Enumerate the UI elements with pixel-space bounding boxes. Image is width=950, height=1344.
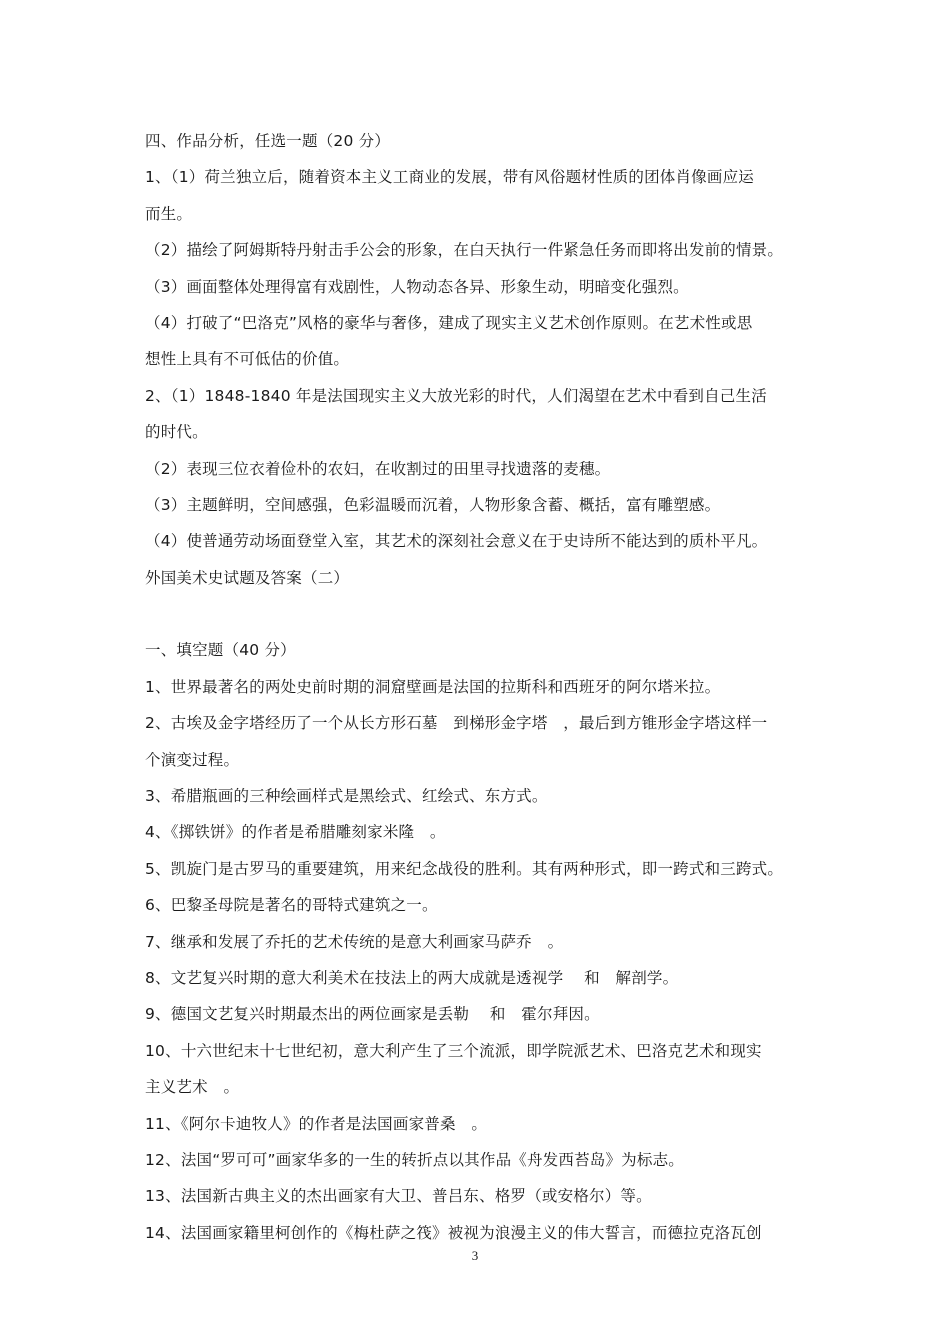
answer-line: 1、（1）荷兰独立后，随着资本主义工商业的发展，带有风俗题材性质的团体肖像画应运 bbox=[145, 168, 754, 187]
page-number: 3 bbox=[471, 1248, 479, 1263]
answer-line: 的时代。 bbox=[145, 423, 208, 442]
answer-line: （2）描绘了阿姆斯特丹射击手公会的形象，在白天执行一件紧急任务而即将出发前的情景。 bbox=[145, 241, 784, 260]
blank-line bbox=[145, 596, 825, 632]
fill-blank-item: 4、《掷铁饼》的作者是希腊雕刻家米隆 。 bbox=[145, 823, 446, 842]
answer-line: （2）表现三位衣着俭朴的农妇，在收割过的田里寻找遗落的麦穗。 bbox=[145, 459, 611, 478]
answer-line: 想性上具有不可低估的价值。 bbox=[145, 350, 350, 369]
fill-blank-item: 12、法国“罗可可”画家华多的一生的转折点以其作品《舟发西苔岛》为标志。 bbox=[145, 1150, 684, 1169]
answer-line: 2、（1）1848-1840 年是法国现实主义大放光彩的时代，人们渴望在艺术中看到自己生活 bbox=[145, 386, 767, 405]
fill-blank-item: 2、古埃及金字塔经历了一个从长方形石墓 到梯形金字塔 ，最后到方锥形金字塔这样一 bbox=[145, 714, 768, 733]
section-heading: 一、填空题（40 分） bbox=[145, 641, 296, 660]
fill-blank-item: 3、希腊瓶画的三种绘画样式是黑绘式、红绘式、东方式。 bbox=[145, 787, 548, 806]
fill-blank-item: 1、世界最著名的两处史前时期的洞窟壁画是法国的拉斯科和西班牙的阿尔塔米拉。 bbox=[145, 677, 721, 696]
answer-line: （3）主题鲜明，空间感强，色彩温暖而沉着，人物形象含蓄、概括，富有雕塑感。 bbox=[145, 495, 721, 514]
fill-blank-item: 个演变过程。 bbox=[145, 750, 240, 769]
answer-line: （4）打破了“巴洛克”风格的豪华与奢侈，建成了现实主义艺术创作原则。在艺术性或思 bbox=[145, 313, 753, 332]
fill-blank-item: 主义艺术 。 bbox=[145, 1078, 240, 1097]
fill-blank-item: 13、法国新古典主义的杰出画家有大卫、普吕东、格罗（或安格尔）等。 bbox=[145, 1187, 652, 1206]
fill-blank-item: 7、继承和发展了乔托的艺术传统的是意大利画家马萨乔 。 bbox=[145, 932, 564, 951]
answer-line: 而生。 bbox=[145, 204, 193, 223]
fill-blank-item: 14、法国画家籍里柯创作的《梅杜萨之筏》被视为浪漫主义的伟大誓言，而德拉克洛瓦创 bbox=[145, 1223, 762, 1242]
fill-blank-item: 11、《阿尔卡迪牧人》的作者是法国画家普桑 。 bbox=[145, 1114, 488, 1133]
fill-blank-item: 9、德国文艺复兴时期最杰出的两位画家是丢勒 和 霍尔拜因。 bbox=[145, 1005, 600, 1024]
fill-blank-item: 10、十六世纪末十七世纪初，意大利产生了三个流派，即学院派艺术、巴洛克艺术和现实 bbox=[145, 1041, 762, 1060]
section-heading: 四、作品分析，任选一题（20 分） bbox=[145, 132, 391, 150]
fill-blank-item: 6、巴黎圣母院是著名的哥特式建筑之一。 bbox=[145, 896, 438, 915]
part-title: 外国美术史试题及答案（二） bbox=[145, 568, 350, 587]
answer-line: （4）使普通劳动场面登堂入室，其艺术的深刻社会意义在于史诗所不能达到的质朴平凡。 bbox=[145, 532, 768, 551]
fill-blank-item: 8、文艺复兴时期的意大利美术在技法上的两大成就是透视学 和 解剖学。 bbox=[145, 968, 679, 987]
fill-blank-item: 5、凯旋门是古罗马的重要建筑，用来纪念战役的胜利。其有两种形式，即一跨式和三跨式。 bbox=[145, 859, 784, 878]
answer-line: （3）画面整体处理得富有戏剧性，人物动态各异、形象生动，明暗变化强烈。 bbox=[145, 277, 689, 296]
page-content bbox=[145, 123, 825, 1251]
